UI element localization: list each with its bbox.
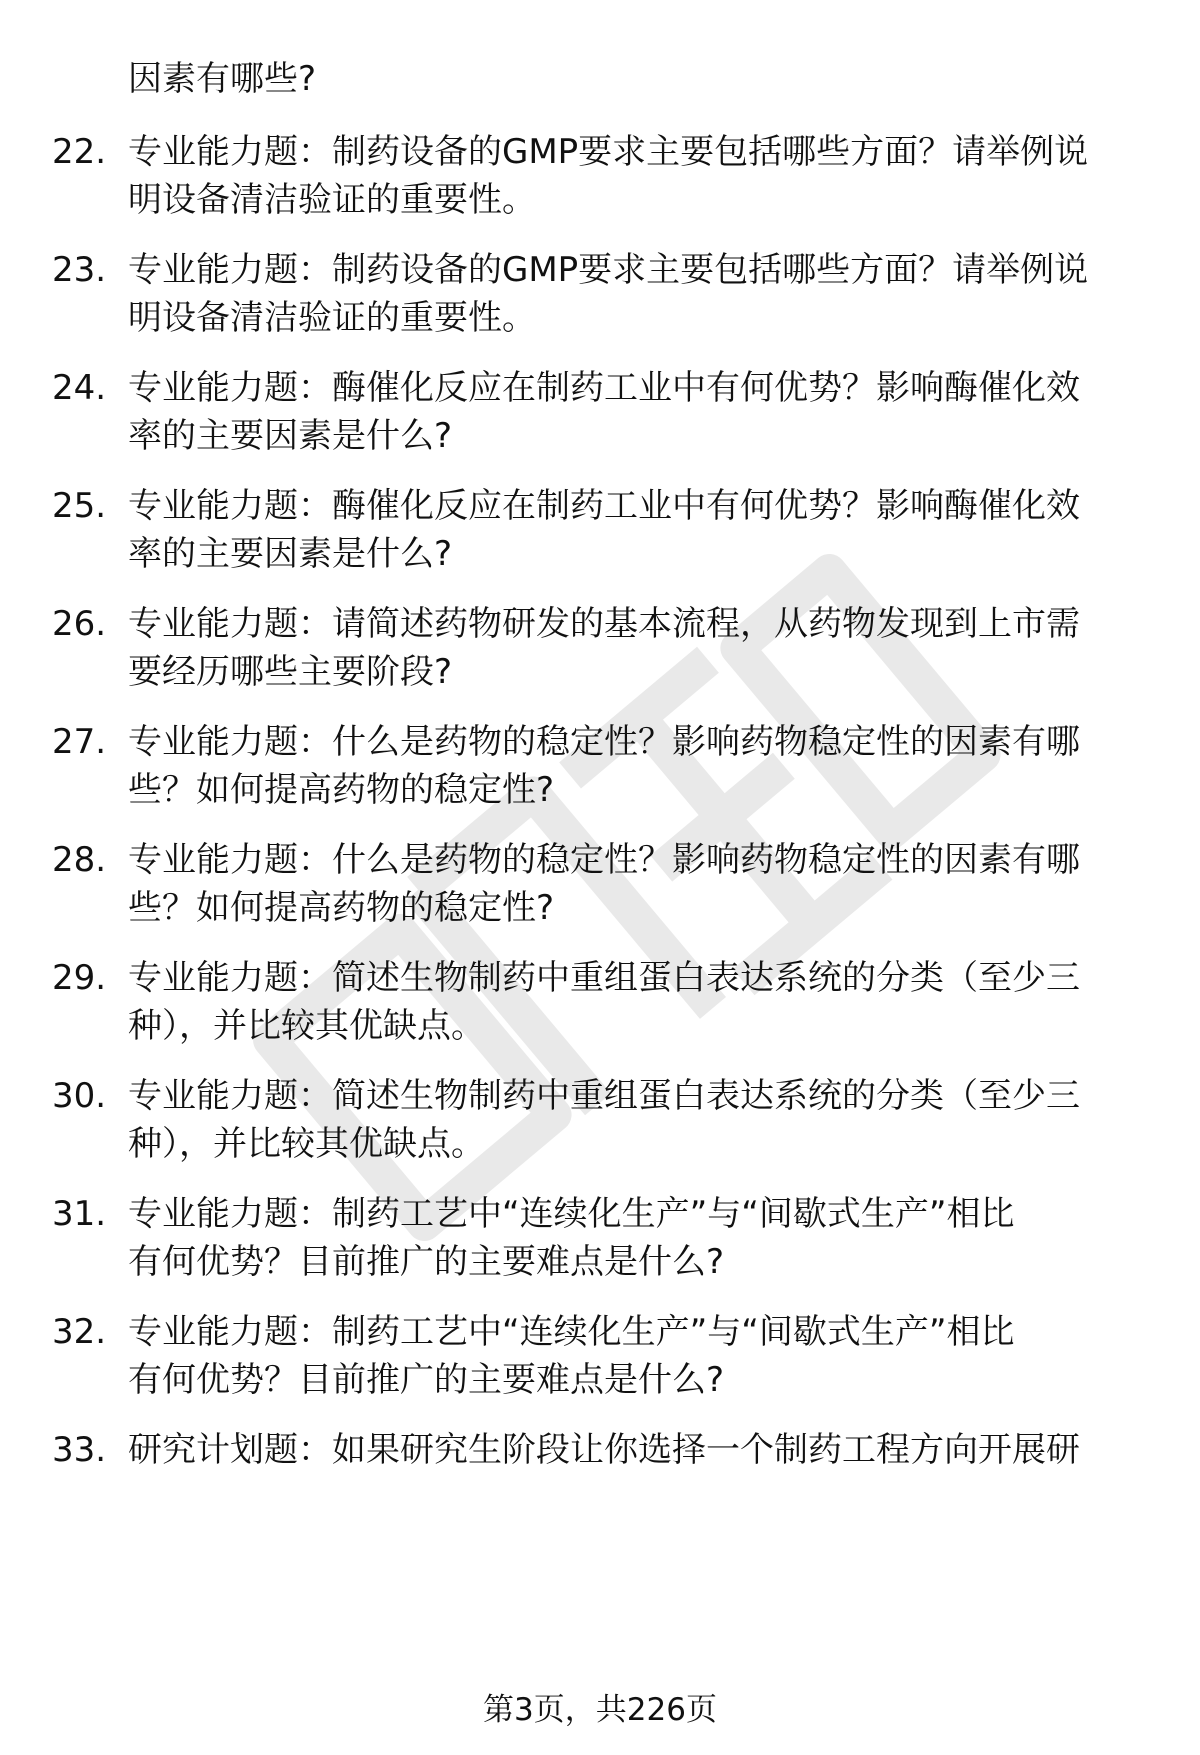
continued-line: 因素有哪些? [128, 59, 317, 99]
item-text: 专业能力题：制药工艺中“连续化生产”与“间歇式生产”相比 有何优势？目前推广的主要难点是什么? [128, 1312, 1015, 1400]
item-text: 专业能力题：请简述药物研发的基本流程，从药物发现到上市需 要经历哪些主要阶段? [128, 604, 1080, 692]
item-number: 33. [52, 1430, 107, 1470]
item-text: 专业能力题：酶催化反应在制药工业中有何优势？影响酶催化效 率的主要因素是什么? [128, 368, 1080, 456]
item-text: 专业能力题：制药设备的GMP要求主要包括哪些方面？请举例说 明设备清洁验证的重要性。 [128, 132, 1089, 220]
item-text: 专业能力题：制药工艺中“连续化生产”与“间歇式生产”相比 有何优势？目前推广的主要难点是什么? [128, 1194, 1015, 1282]
item-number: 24. [52, 368, 107, 408]
item-text: 专业能力题：酶催化反应在制药工业中有何优势？影响酶催化效 率的主要因素是什么? [128, 486, 1080, 574]
item-text: 专业能力题：什么是药物的稳定性？影响药物稳定性的因素有哪 些？如何提高药物的稳定性? [128, 722, 1080, 810]
item-number: 29. [52, 958, 107, 998]
item-number: 27. [52, 722, 107, 762]
item-number: 32. [52, 1312, 107, 1352]
item-number: 22. [52, 132, 107, 172]
item-number: 28. [52, 840, 107, 880]
item-number: 23. [52, 250, 107, 290]
item-number: 25. [52, 486, 107, 526]
item-text: 专业能力题：制药设备的GMP要求主要包括哪些方面？请举例说 明设备清洁验证的重要性。 [128, 250, 1089, 338]
item-text: 专业能力题：简述生物制药中重组蛋白表达系统的分类（至少三 种），并比较其优缺点。 [128, 1076, 1080, 1164]
item-text: 专业能力题：简述生物制药中重组蛋白表达系统的分类（至少三 种），并比较其优缺点。 [128, 958, 1080, 1046]
item-number: 30. [52, 1076, 107, 1116]
item-text: 专业能力题：什么是药物的稳定性？影响药物稳定性的因素有哪 些？如何提高药物的稳定性? [128, 840, 1080, 928]
item-text: 研究计划题：如果研究生阶段让你选择一个制药工程方向开展研 [128, 1430, 1080, 1470]
item-number: 26. [52, 604, 107, 644]
page-footer: 第3页，共226页 [483, 1692, 717, 1728]
item-number: 31. [52, 1194, 107, 1234]
